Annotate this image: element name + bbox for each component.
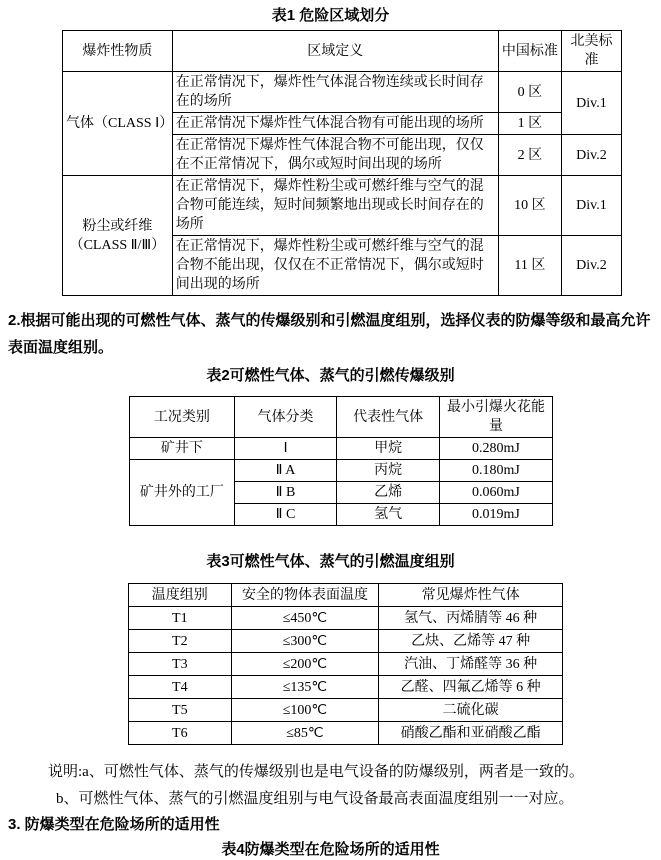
table1-substance-dust-line2: （CLASS Ⅱ/Ⅲ）: [69, 237, 166, 253]
document-page: [0, 6, 661, 858]
table3-temp-group-cell: T5: [129, 699, 232, 722]
table3-safe-temp-cell: ≤200℃: [231, 653, 379, 676]
table3-row-t3: [129, 653, 563, 676]
table2-min-energy-cell: 0.060mJ: [439, 482, 552, 504]
table2-gas-class-cell: Ⅰ: [234, 438, 337, 460]
table2-title: 表2可燃性气体、蒸气的引燃传爆级别: [206, 367, 455, 384]
table2-row-mine: [130, 438, 553, 460]
table2-row-iia: [130, 460, 553, 482]
section-3-heading: 3. 防爆类型在危险场所的适用性: [8, 816, 220, 833]
table1-definition-cell: 在正常情况下爆炸性气体混合物有可能出现的场所: [172, 113, 498, 135]
table1-na-standard-cell: Div.2: [561, 236, 621, 296]
table1-row-zone0: [63, 72, 622, 113]
table2-gas-class-cell: Ⅱ B: [234, 482, 337, 504]
table2-typical-gas-cell: 丙烷: [337, 460, 440, 482]
table2-ignition-propagation-class: [129, 396, 553, 526]
table3-common-gases-cell: 乙醛、四氟乙烯等 6 种: [379, 676, 563, 699]
table3-row-t4: [129, 676, 563, 699]
table2-condition-cell: 矿井下: [130, 438, 235, 460]
table1-na-standard-cell: Div.1: [561, 176, 621, 236]
note-b: b、可燃性气体、蒸气的引燃温度组别与电气设备最高表面温度组别一一对应。: [56, 791, 574, 807]
table1-row-zone10: [63, 176, 622, 236]
table2-header-typical-gas: 代表性气体: [337, 397, 440, 438]
table3-safe-temp-cell: ≤300℃: [231, 630, 379, 653]
table2-gas-class-cell: Ⅱ C: [234, 504, 337, 526]
table3-common-gases-cell: 汽油、丁烯醛等 36 种: [379, 653, 563, 676]
table1-definition-cell: 在正常情况下，爆炸性粉尘或可燃纤维与空气的混合物不能出现，仅仅在不正常情况下，偶尔或短时间出现的场所: [172, 236, 498, 296]
table1-china-standard-cell: 11 区: [498, 236, 561, 296]
table3-safe-temp-cell: ≤135℃: [231, 676, 379, 699]
table2-header-min-energy: 最小引爆火花能量: [439, 397, 552, 438]
table1-definition-cell: 在正常情况下，爆炸性粉尘或可燃纤维与空气的混合物可能连续，短时间频繁地出现或长时间存在的场所: [172, 176, 498, 236]
table2-header-condition: 工况类别: [130, 397, 235, 438]
table3-common-gases-cell: 二硫化碳: [379, 699, 563, 722]
table3-temp-group-cell: T1: [129, 607, 232, 630]
table1-substance-dust-cell: [63, 176, 173, 296]
table1-na-standard-cell: Div.1: [561, 72, 621, 135]
table1-hazardous-area-division: [62, 30, 622, 296]
table4-title: 表4防爆类型在危险场所的适用性: [221, 841, 440, 858]
table1-substance-dust-line1: 粉尘或纤维: [82, 218, 153, 234]
table2-typical-gas-cell: 甲烷: [337, 438, 440, 460]
table2-gas-class-cell: Ⅱ A: [234, 460, 337, 482]
table2-header-row: [130, 397, 553, 438]
table2-min-energy-cell: 0.019mJ: [439, 504, 552, 526]
table2-header-gas-class: 气体分类: [234, 397, 337, 438]
table3-temp-group-cell: T2: [129, 630, 232, 653]
table1-definition-cell: 在正常情况下，爆炸性气体混合物连续或长时间存在的场所: [172, 72, 498, 113]
table3-common-gases-cell: 氢气、丙烯腈等 46 种: [379, 607, 563, 630]
table1-header-definition: 区域定义: [172, 31, 498, 72]
table1-china-standard-cell: 10 区: [498, 176, 561, 236]
table2-typical-gas-cell: 氢气: [337, 504, 440, 526]
table3-header-safe-temp: 安全的物体表面温度: [231, 584, 379, 607]
note-a: 说明:a、可燃性气体、蒸气的传爆级别也是电气设备的防爆级别，两者是一致的。: [48, 764, 584, 780]
table1-definition-cell: 在正常情况下爆炸性气体混合物不可能出现，仅仅在不正常情况下，偶尔或短时间出现的场所: [172, 135, 498, 176]
table3-title: 表3可燃性气体、蒸气的引燃温度组别: [206, 553, 455, 570]
table3-row-t5: [129, 699, 563, 722]
table1-header-china-standard: 中国标准: [498, 31, 561, 72]
table3-row-t1: [129, 607, 563, 630]
table3-ignition-temperature-group: [128, 583, 563, 745]
table3-common-gases-cell: 硝酸乙酯和亚硝酸乙酯: [379, 722, 563, 745]
table3-row-t2: [129, 630, 563, 653]
table3-header-row: [129, 584, 563, 607]
table3-header-temp-group: 温度组别: [129, 584, 232, 607]
table3-safe-temp-cell: ≤85℃: [231, 722, 379, 745]
table3-row-t6: [129, 722, 563, 745]
table2-min-energy-cell: 0.180mJ: [439, 460, 552, 482]
table3-temp-group-cell: T4: [129, 676, 232, 699]
table3-safe-temp-cell: ≤450℃: [231, 607, 379, 630]
table1-china-standard-cell: 1 区: [498, 113, 561, 135]
table1-china-standard-cell: 2 区: [498, 135, 561, 176]
table1-header-row: [63, 31, 622, 72]
table3-safe-temp-cell: ≤100℃: [231, 699, 379, 722]
table3-temp-group-cell: T6: [129, 722, 232, 745]
table3-temp-group-cell: T3: [129, 653, 232, 676]
table1-na-standard-cell: Div.2: [561, 135, 621, 176]
paragraph-2: 2.根据可能出现的可燃性气体、蒸气的传爆级别和引燃温度组别，选择仪表的防爆等级和最高允许表面温度组别。: [8, 312, 651, 356]
table1-title: 表1 危险区域划分: [271, 7, 390, 24]
table2-condition-cell: 矿井外的工厂: [130, 460, 235, 526]
table1-header-na-standard: 北美标准: [561, 31, 621, 72]
table1-china-standard-cell: 0 区: [498, 72, 561, 113]
table2-min-energy-cell: 0.280mJ: [439, 438, 552, 460]
table1-substance-gas-cell: 气体（CLASS Ⅰ）: [63, 72, 173, 176]
table1-header-substance: 爆炸性物质: [63, 31, 173, 72]
table2-typical-gas-cell: 乙烯: [337, 482, 440, 504]
table3-header-common-gases: 常见爆炸性气体: [379, 584, 563, 607]
table3-common-gases-cell: 乙炔、乙烯等 47 种: [379, 630, 563, 653]
